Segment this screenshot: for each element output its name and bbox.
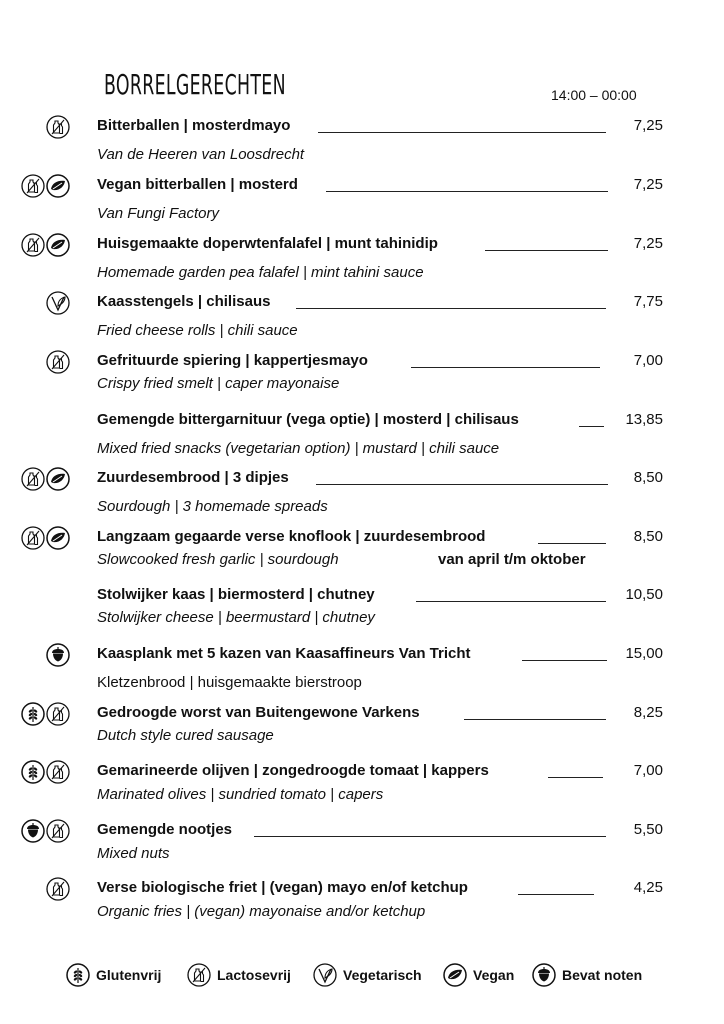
item-price: 4,25 (633, 879, 663, 896)
leader-line (411, 367, 600, 368)
item-price: 8,25 (633, 704, 663, 721)
item-description: Van de Heeren van Loosdrecht (97, 146, 305, 163)
item-name: Gemengde nootjes (97, 821, 233, 838)
vegetarian-icon (46, 291, 70, 315)
legend-label: Vegetarisch (343, 967, 422, 983)
nuts-icon (21, 819, 45, 843)
item-description: Van Fungi Factory (97, 205, 219, 222)
gluten-free-icon (21, 702, 45, 726)
item-price: 8,50 (633, 528, 663, 545)
item-name: Bitterballen | mosterdmayo (97, 117, 291, 134)
item-description: Stolwijker cheese | beermustard | chutney (97, 609, 375, 626)
item-description: Mixed nuts (97, 845, 170, 862)
item-description: Fried cheese rolls | chili sauce (97, 322, 298, 339)
leader-line (464, 719, 606, 720)
item-price: 5,50 (633, 821, 663, 838)
leader-line (416, 601, 606, 602)
legend-item (66, 963, 161, 987)
item-name: Langzaam gegaarde verse knoflook | zuurdesembrood (97, 528, 486, 545)
item-name: Gefrituurde spiering | kappertjesmayo (97, 352, 368, 369)
vegan-icon (46, 526, 70, 550)
lactose-free-icon (46, 877, 70, 901)
item-description: Sourdough | 3 homemade spreads (97, 498, 328, 515)
item-price: 7,25 (633, 176, 663, 193)
item-price: 7,00 (633, 352, 663, 369)
leader-line (254, 836, 606, 837)
vegan-icon (46, 174, 70, 198)
lactose-free-icon (21, 233, 45, 257)
nuts-icon (532, 963, 556, 987)
leader-line (318, 132, 606, 133)
leader-line (518, 894, 594, 895)
item-price: 7,25 (633, 117, 663, 134)
vegan-icon (46, 467, 70, 491)
item-description: Dutch style cured sausage (97, 727, 274, 744)
item-name: Zuurdesembrood | 3 dipjes (97, 469, 289, 486)
item-price: 10,50 (625, 586, 663, 603)
item-description: Crispy fried smelt | caper mayonaise (97, 375, 340, 392)
legend-item (532, 963, 642, 987)
vegan-icon (46, 233, 70, 257)
legend-label: Lactosevrij (217, 967, 291, 983)
lactose-free-icon (21, 467, 45, 491)
gluten-free-icon (21, 760, 45, 784)
lactose-free-icon (46, 115, 70, 139)
item-name: Verse biologische friet | (vegan) mayo en/of ketchup (97, 879, 468, 896)
leader-line (485, 250, 608, 251)
lactose-free-icon (21, 174, 45, 198)
lactose-free-icon (46, 760, 70, 784)
gluten-free-icon (66, 963, 90, 987)
item-name: Stolwijker kaas | biermosterd | chutney (97, 586, 375, 603)
item-name: Gemarineerde olijven | zongedroogde tomaat | kappers (97, 762, 489, 779)
item-name: Gedroogde worst van Buitengewone Varkens (97, 704, 420, 721)
item-name: Vegan bitterballen | mosterd (97, 176, 298, 193)
item-price: 7,25 (633, 235, 663, 252)
leader-line (296, 308, 606, 309)
item-description: Kletzenbrood | huisgemaakte bierstroop (97, 674, 362, 691)
item-name: Kaasplank met 5 kazen van Kaasaffineurs Van Tricht (97, 645, 471, 662)
leader-line (522, 660, 607, 661)
item-price: 8,50 (633, 469, 663, 486)
leader-line (538, 543, 606, 544)
legend-item (443, 963, 514, 987)
leader-line (326, 191, 608, 192)
leader-line (316, 484, 608, 485)
item-name: Kaasstengels | chilisaus (97, 293, 271, 310)
legend-label: Vegan (473, 967, 515, 983)
item-description: Slowcooked fresh garlic | sourdough (97, 551, 339, 568)
nuts-icon (46, 643, 70, 667)
menu-title: BORRELGERECHTEN (104, 68, 286, 101)
vegetarian-icon (313, 963, 337, 987)
legend-item (187, 963, 291, 987)
leader-line (579, 426, 604, 427)
lactose-free-icon (187, 963, 211, 987)
item-description: Marinated olives | sundried tomato | capers (97, 786, 384, 803)
seasonal-note: van april t/m oktober (438, 551, 586, 568)
item-price: 15,00 (625, 645, 663, 662)
item-description: Organic fries | (vegan) mayonaise and/or ketchup (97, 903, 426, 920)
leader-line (548, 777, 603, 778)
lactose-free-icon (46, 819, 70, 843)
item-name: Gemengde bittergarnituur (vega optie) | mosterd | chilisaus (97, 411, 519, 428)
item-name: Huisgemaakte doperwtenfalafel | munt tahinidip (97, 235, 438, 252)
lactose-free-icon (46, 702, 70, 726)
vegan-icon (443, 963, 467, 987)
item-price: 7,75 (633, 293, 663, 310)
item-price: 13,85 (625, 411, 663, 428)
opening-hours: 14:00 – 00:00 (551, 87, 637, 103)
legend-item (313, 963, 422, 987)
lactose-free-icon (21, 526, 45, 550)
legend-label: Bevat noten (562, 967, 643, 983)
lactose-free-icon (46, 350, 70, 374)
item-price: 7,00 (633, 762, 663, 779)
legend-label: Glutenvrij (96, 967, 162, 983)
item-description: Homemade garden pea falafel | mint tahini sauce (97, 264, 424, 281)
item-description: Mixed fried snacks (vegetarian option) | mustard | chili sauce (97, 440, 500, 457)
